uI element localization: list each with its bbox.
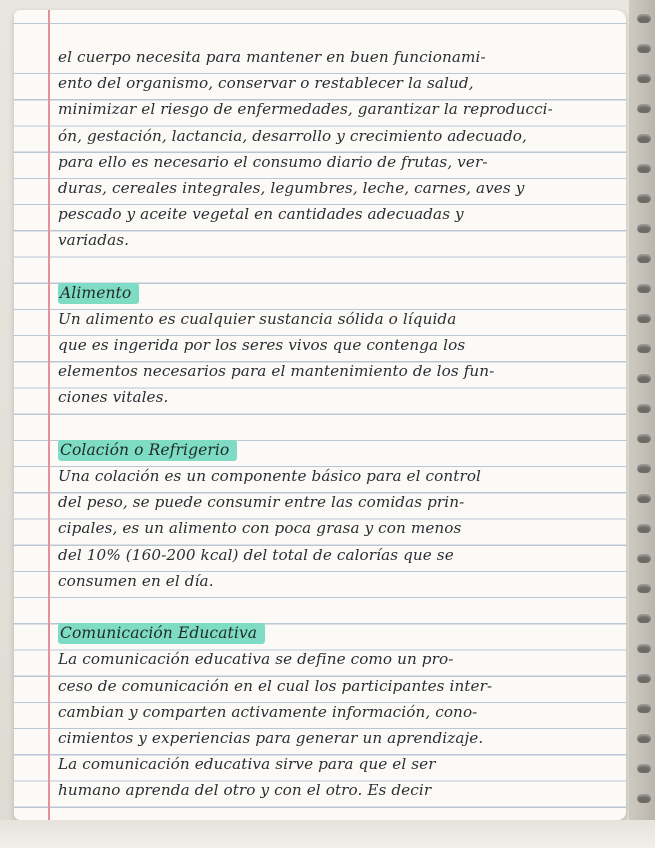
text-line: Una colación es un componente básico para el control (58, 467, 482, 485)
spiral-ring (637, 194, 651, 203)
spiral-ring (637, 164, 651, 173)
spiral-ring (637, 374, 651, 383)
spiral-ring (637, 404, 651, 413)
notebook-page (14, 10, 626, 820)
spiral-ring (637, 704, 651, 713)
text-line: del peso, se puede consumir entre las comidas prin- (58, 493, 465, 512)
text-line: La comunicación educativa se define como un pro- (58, 650, 454, 669)
text-line: cipales, es un alimento con poca grasa y con menos (58, 519, 462, 538)
text-line: el cuerpo necesita para mantener en buen funcionami- (58, 48, 486, 66)
spiral-ring (637, 254, 651, 263)
spiral-ring (637, 524, 651, 533)
text-line: La comunicación educativa sirve para que el ser (58, 755, 436, 774)
text-line: Un alimento es cualquier sustancia sólida o líquida (58, 309, 457, 328)
text-line: ceso de comunicación en el cual los participantes inter- (58, 676, 493, 695)
spiral-ring (637, 794, 651, 803)
spiral-ring (637, 44, 651, 53)
text-line: elementos necesarios para el mantenimiento de los fun- (58, 362, 495, 381)
margin-line (48, 10, 50, 820)
text-line: que es ingerida por los seres vivos que contenga los (58, 336, 466, 355)
heading-line (58, 280, 618, 306)
text-line: minimizar el riesgo de enfermedades, garantizar la reproducci- (58, 100, 553, 119)
blank-line (58, 254, 618, 280)
text-line: duras, cereales integrales, legumbres, leche, carnes, aves y (58, 178, 525, 197)
handwritten-text (58, 44, 618, 803)
heading-colacion: Colación o Refrigerio (58, 440, 237, 461)
spiral-ring (637, 14, 651, 23)
spiral-ring (637, 464, 651, 473)
spiral-ring (637, 674, 651, 683)
text-line: cambian y comparten activamente información, cono- (58, 702, 478, 721)
spiral-ring (637, 284, 651, 293)
heading-alimento: Alimento (58, 283, 139, 304)
text-line: variadas. (58, 231, 130, 250)
spiral-ring (637, 314, 651, 323)
text-line: consumen en el día. (58, 571, 214, 590)
text-line: del 10% (160-200 kcal) del total de calorías que se (58, 545, 454, 564)
heading-line (58, 620, 618, 646)
spiral-ring (637, 344, 651, 353)
text-line: para ello es necesario el consumo diario de frutas, ver- (58, 152, 488, 171)
blank-line (58, 411, 618, 437)
heading-line (58, 437, 618, 463)
spiral-ring (637, 764, 651, 773)
text-line: ento del organismo, conservar o restablecer la salud, (58, 74, 474, 93)
text-line: ón, gestación, lactancia, desarrollo y crecimiento adecuado, (58, 126, 527, 145)
spiral-ring (637, 644, 651, 653)
heading-comunicacion: Comunicación Educativa (58, 623, 265, 644)
blank-line (58, 594, 618, 620)
text-line: humano aprenda del otro y con el otro. Es decir (58, 781, 432, 800)
spiral-binding (629, 0, 655, 848)
table-surface (0, 820, 655, 848)
spiral-ring (637, 584, 651, 593)
spiral-ring (637, 554, 651, 563)
spiral-ring (637, 614, 651, 623)
text-line: ciones vitales. (58, 388, 169, 407)
text-line: pescado y aceite vegetal en cantidades adecuadas y (58, 205, 464, 224)
spiral-ring (637, 434, 651, 443)
spiral-ring (637, 494, 651, 503)
spiral-ring (637, 74, 651, 83)
spiral-ring (637, 104, 651, 113)
spiral-ring (637, 134, 651, 143)
spiral-ring (637, 734, 651, 743)
spiral-ring (637, 224, 651, 233)
text-line: cimientos y experiencias para generar un aprendizaje. (58, 728, 484, 747)
